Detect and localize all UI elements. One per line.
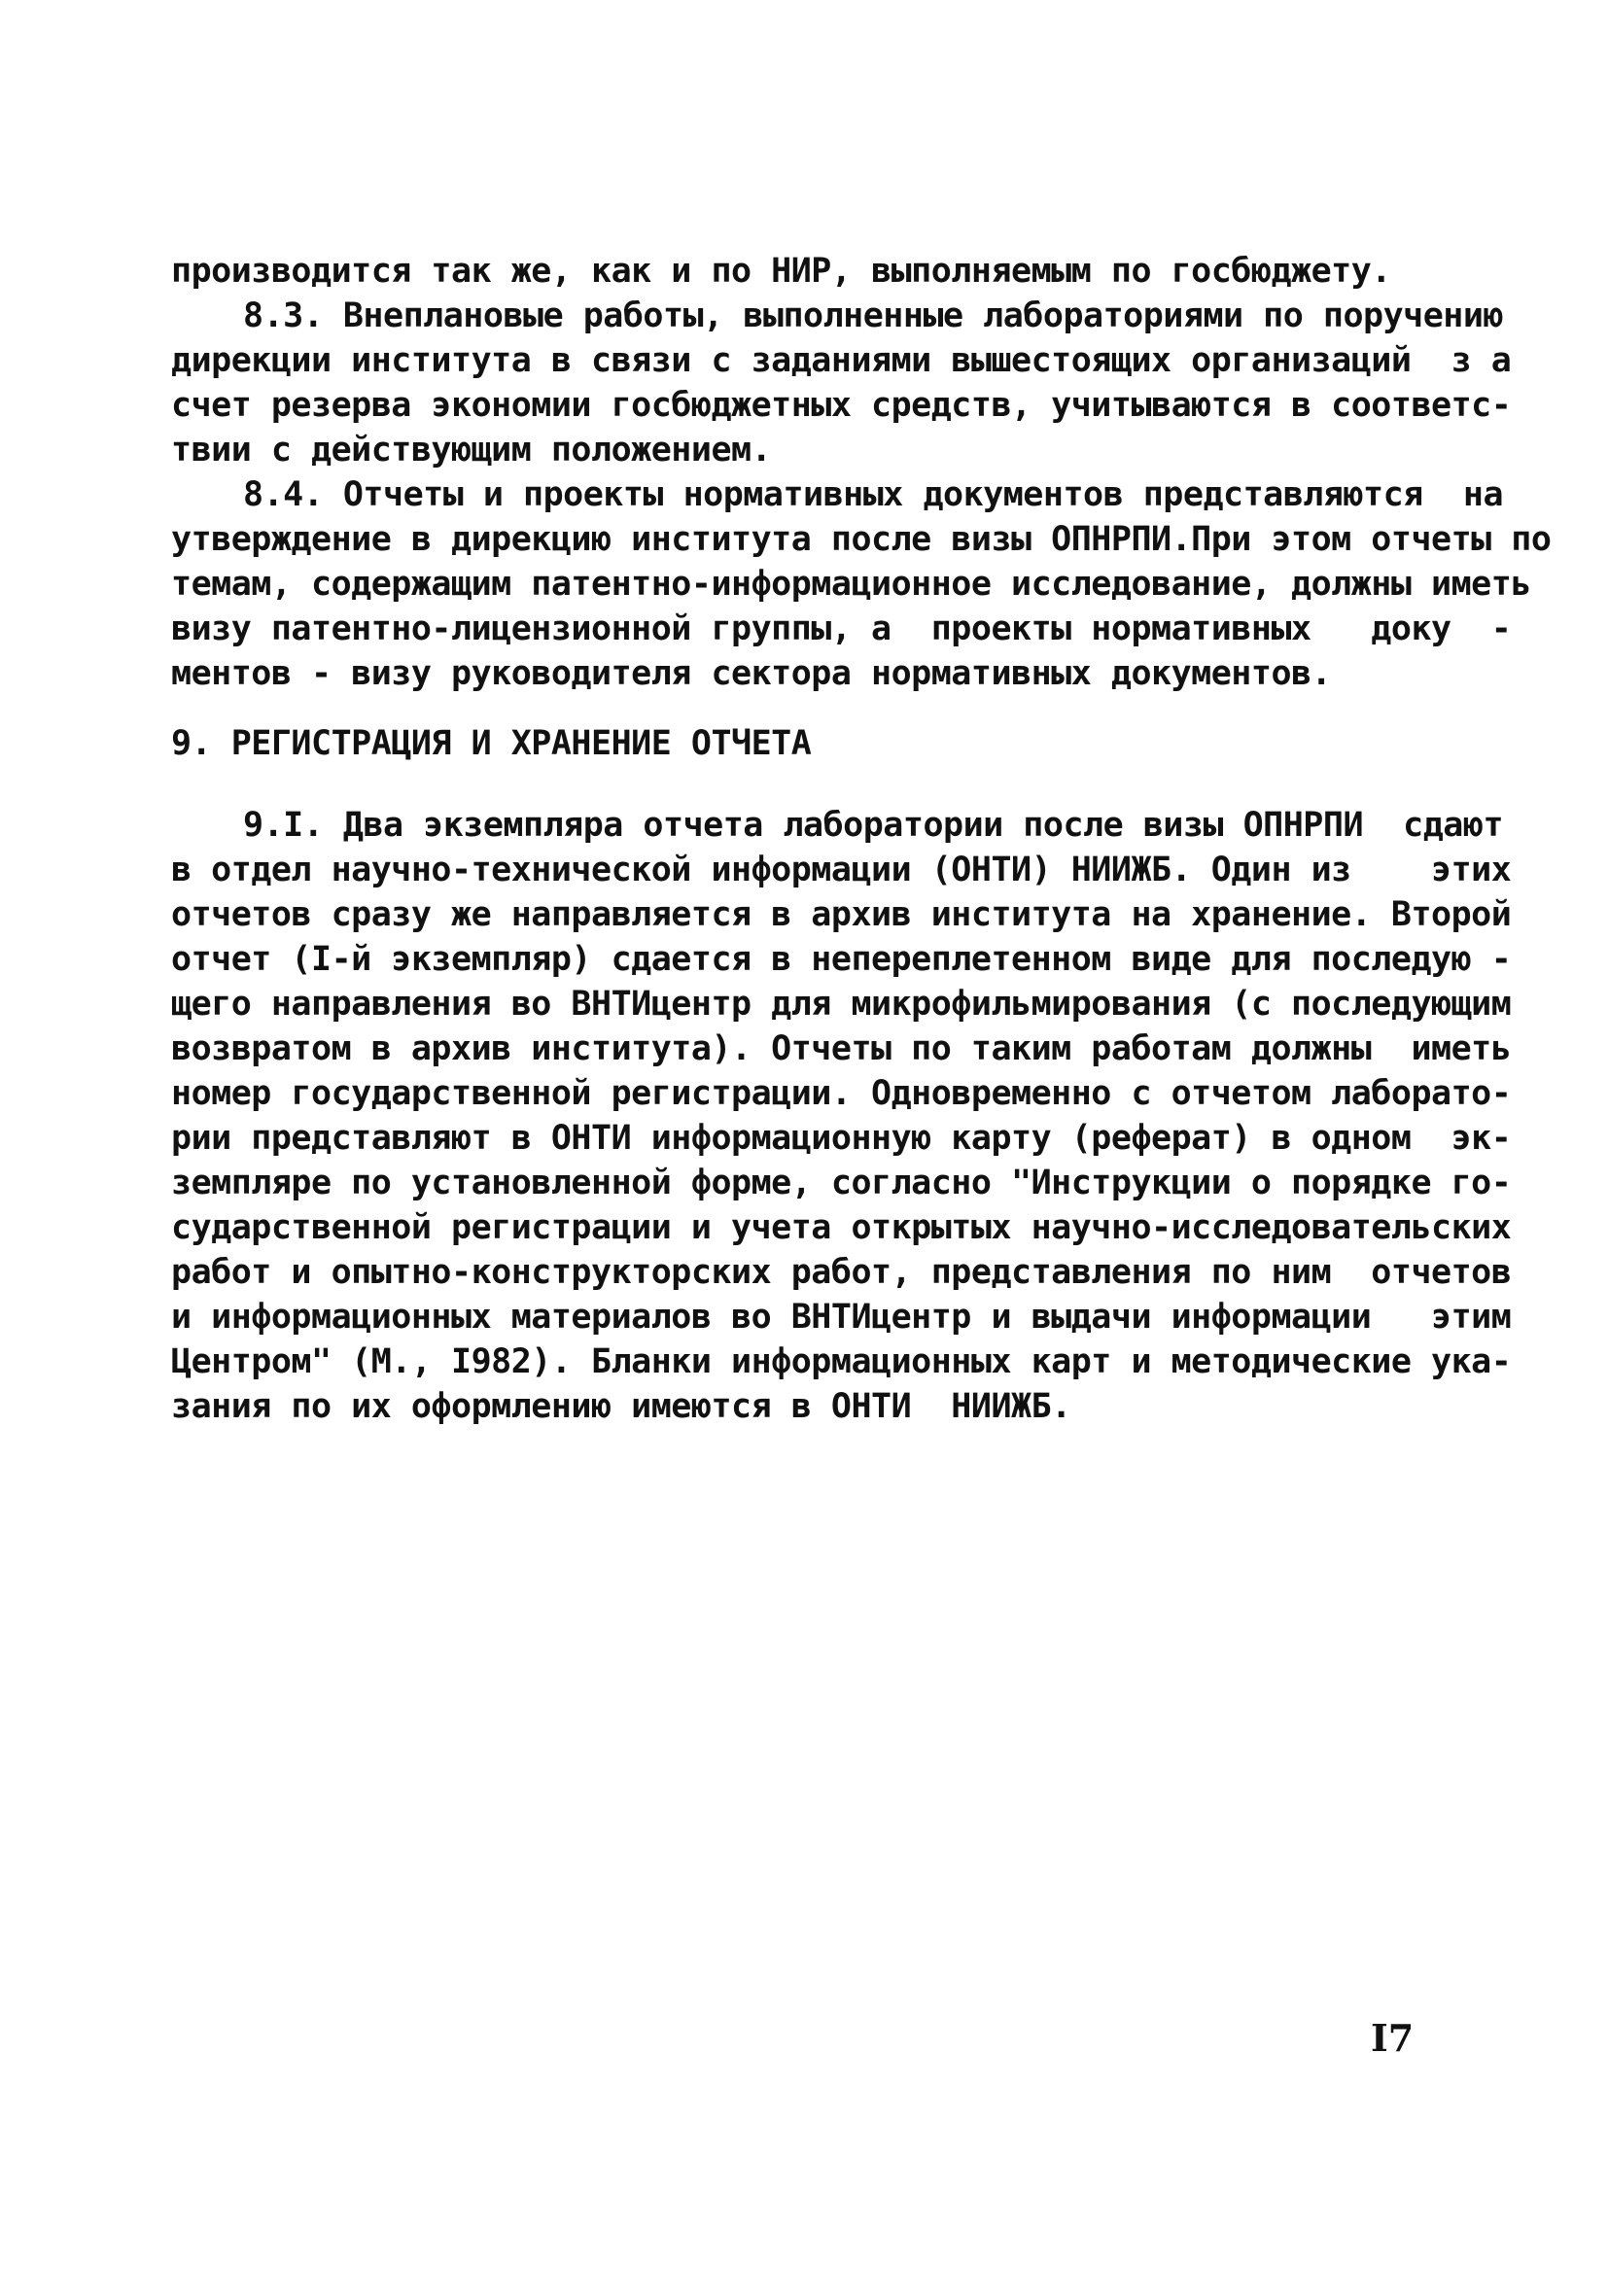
- text-line: ментов - визу руководителя сектора нормативных документов.: [171, 654, 1332, 693]
- section-8-text: [171, 249, 1552, 696]
- text-line: 8.4. Отчеты и проекты нормативных документов представляются на: [243, 475, 1504, 514]
- text-line: работ и опытно-конструкторских работ, представления по ним отчетов: [171, 1253, 1512, 1292]
- text-line: зания по их оформлению имеются в ОНТИ НИИЖБ.: [171, 1387, 1071, 1426]
- text-line: визу патентно-лицензионной группы, а проекты нормативных доку -: [171, 609, 1512, 648]
- text-line: счет резерва экономии госбюджетных средств, учитываются в соответс-: [171, 386, 1512, 425]
- text-line: утверждение в дирекцию института после визы ОПНРПИ.При этом отчеты по: [171, 520, 1552, 559]
- section-heading: 9. РЕГИСТРАЦИЯ И ХРАНЕНИЕ ОТЧЕТА: [171, 724, 812, 763]
- text-line: темам, содержащим патентно-информационное исследование, должны иметь: [171, 565, 1531, 604]
- text-line: твии с действующим положением.: [171, 431, 772, 470]
- text-line: производится так же, как и по НИР, выполняемым по госбюджету.: [171, 252, 1391, 291]
- text-line: сударственной регистрации и учета открытых научно-исследовательских: [171, 1208, 1512, 1247]
- text-line: щего направления во ВНТИцентр для микрофильмирования (с последующим: [171, 985, 1512, 1024]
- text-line: и информационных материалов во ВНТИцентр и выдачи информации этим: [171, 1298, 1512, 1337]
- text-line: 8.3. Внеплановые работы, выполненные лабораториями по поручению: [243, 296, 1504, 335]
- page-number: I7: [1371, 2016, 1415, 2060]
- section-9-text: [171, 803, 1512, 1429]
- text-line: отчетов сразу же направляется в архив института на хранение. Второй: [171, 895, 1512, 934]
- text-line: дирекции института в связи с заданиями вышестоящих организаций з а: [171, 341, 1512, 380]
- text-line: 9.I. Два экземпляра отчета лаборатории после визы ОПНРПИ сдают: [243, 806, 1504, 845]
- text-line: отчет (I-й экземпляр) сдается в непереплетенном виде для последую -: [171, 940, 1512, 979]
- text-line: в отдел научно-технической информации (ОНТИ) НИИЖБ. Один из этих: [171, 851, 1512, 889]
- text-line: Центром" (М., I982). Бланки информационных карт и методические ука-: [171, 1342, 1512, 1381]
- text-line: рии представляют в ОНТИ информационную карту (реферат) в одном эк-: [171, 1119, 1512, 1158]
- text-line: возвратом в архив института). Отчеты по таким работам должны иметь: [171, 1029, 1512, 1068]
- text-line: земпляре по установленной форме, согласно "Инструкции о порядке го-: [171, 1164, 1512, 1202]
- text-line: номер государственной регистрации. Одновременно с отчетом лаборато-: [171, 1074, 1512, 1113]
